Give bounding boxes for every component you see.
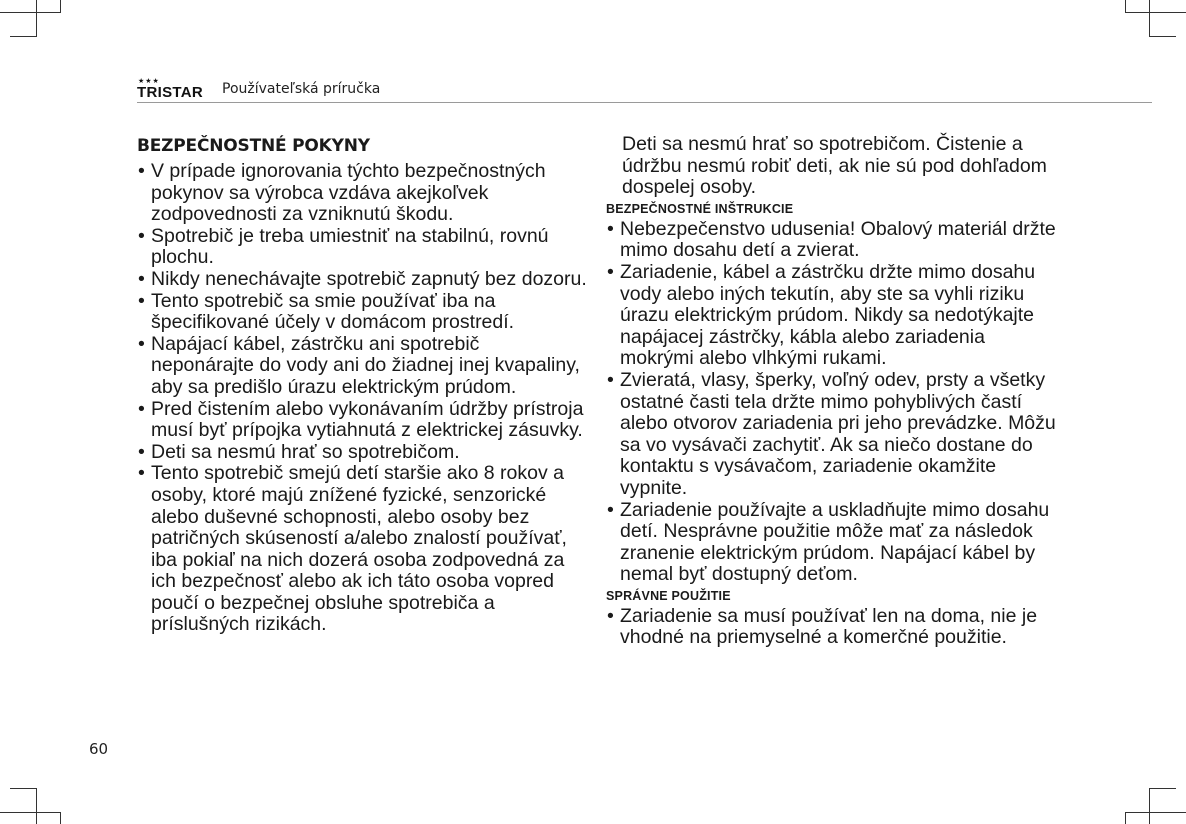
list-item: • Spotrebič je treba umiestniť na stabilnú, rovnú plochu. <box>137 226 587 269</box>
crop-mark-top-right-h2 <box>1125 12 1186 13</box>
list-item: • Zariadenie používajte a uskladňujte mimo dosahu detí. Nesprávne použitie môže mať za následok zranenie elektrickým prúdom. Napájací kábel by nemal byť dostupný deťom. <box>606 500 1056 586</box>
crop-mark-top-left-h <box>10 36 37 37</box>
logo-stars: ★★★ <box>138 78 160 85</box>
crop-mark-top-right-v <box>1149 0 1150 36</box>
page-number: 60 <box>89 740 109 758</box>
crop-mark-top-right-v2 <box>1125 0 1126 12</box>
page-header <box>137 76 1152 103</box>
crop-mark-bottom-right-v <box>1149 788 1150 824</box>
right-column <box>606 134 1056 649</box>
list-item: • Tento spotrebič sa smie používať iba na špecifikované účely v domácom prostredí. <box>137 291 587 334</box>
crop-mark-top-left-h2 <box>0 12 61 13</box>
proper-use-list <box>606 606 1056 649</box>
safety-list <box>137 161 587 636</box>
continuation-paragraph: Deti sa nesmú hrať so spotrebičom. Čistenie a údržbu nesmú robiť deti, ak nie sú pod dohľadom dospelej osoby. <box>622 133 1047 199</box>
crop-mark-bottom-right-v2 <box>1125 812 1126 824</box>
crop-mark-bottom-right-h <box>1149 788 1176 789</box>
crop-mark-bottom-left-v <box>36 788 37 824</box>
section-heading-safety: BEZPEČNOSTNÉ POKYNY <box>137 136 370 156</box>
list-item: • Deti sa nesmú hrať so spotrebičom. <box>137 442 587 464</box>
list-item: • Napájací kábel, zástrčku ani spotrebič neponárajte do vody ani do žiadnej inej kvapaliny, aby sa predišlo úrazu elektrickým prúdom. <box>137 334 587 399</box>
list-item: • V prípade ignorovania týchto bezpečnostných pokynov sa výrobca vzdáva akejkoľvek zodpovednosti za vzniknutú škodu. <box>137 161 587 226</box>
list-item: • Nebezpečenstvo udusenia! Obalový materiál držte mimo dosahu detí a zvierat. <box>606 219 1056 262</box>
section-heading-proper-use: SPRÁVNE POUŽITIE <box>606 588 731 603</box>
list-item: • Zariadenie sa musí používať len na doma, nie je vhodné na priemyselné a komerčné použitie. <box>606 606 1056 649</box>
crop-mark-bottom-right-h2 <box>1125 812 1186 813</box>
left-column <box>137 135 587 636</box>
section-heading-instructions: BEZPEČNOSTNÉ INŠTRUKCIE <box>606 201 794 216</box>
list-item: • Zariadenie, kábel a zástrčku držte mimo dosahu vody alebo iných tekutín, aby ste sa vyhli riziku úrazu elektrickým prúdom. Nikdy sa nedotýkajte napájacej zástrčky, kábla alebo zariadenia mokrými alebo vlhkými rukami. <box>606 262 1056 370</box>
logo-text: TRISTAR <box>137 84 203 101</box>
list-item: • Pred čistením alebo vykonávaním údržby prístroja musí byť prípojka vytiahnutá z elektrickej zásuvky. <box>137 399 587 442</box>
list-item: • Nikdy nenechávajte spotrebič zapnutý bez dozoru. <box>137 269 587 291</box>
list-item: • Zvieratá, vlasy, šperky, voľný odev, prsty a všetky ostatné časti tela držte mimo pohyblivých častí alebo otvorov zariadenia pri jeho prevádzke. Môžu sa vo vysávači zachytiť. Ak sa niečo dostane do kontaktu s vysávačom, zariadenie okamžite vypnite. <box>606 370 1056 500</box>
tristar-logo <box>137 78 215 101</box>
document-title: Používateľská príručka <box>222 81 381 97</box>
crop-mark-top-right-h <box>1149 36 1176 37</box>
crop-mark-bottom-left-h2 <box>0 812 61 813</box>
list-item: • Tento spotrebič smejú detí staršie ako 8 rokov a osoby, ktoré majú znížené fyzické, senzorické alebo duševné schopnosti, alebo osoby bez patričných skúseností a/alebo znalostí používať, iba pokiaľ na nich dozerá osoba zodpovedná za ich bezpečnosť alebo ak ich táto osoba vopred poučí o bezpečnej obsluhe spotrebiča a príslušných rizikách. <box>137 463 587 636</box>
instructions-list <box>606 219 1056 586</box>
crop-mark-top-left-v2 <box>60 0 61 12</box>
crop-mark-top-left-v <box>36 0 37 36</box>
crop-mark-bottom-left-v2 <box>60 812 61 824</box>
crop-mark-bottom-left-h <box>10 788 37 789</box>
